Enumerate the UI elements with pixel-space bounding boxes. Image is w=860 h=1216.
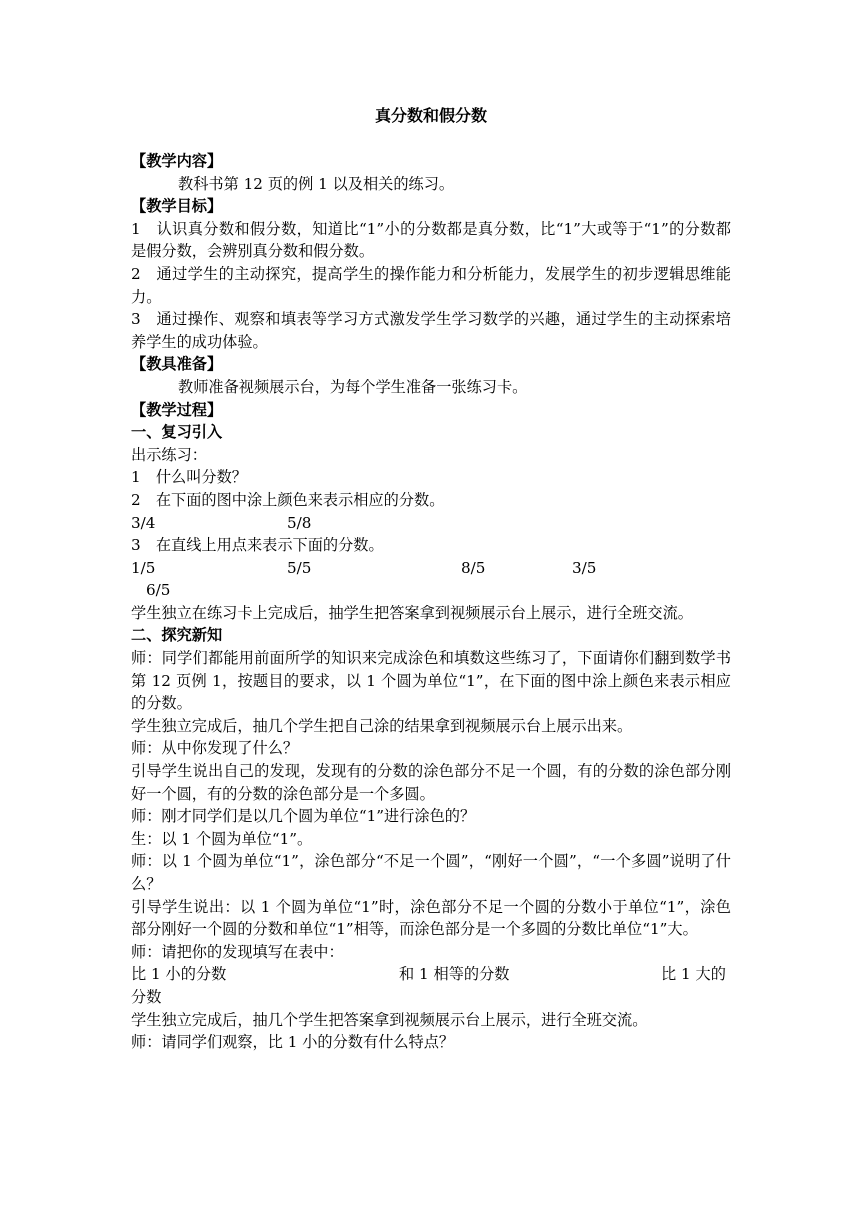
tools-text: 教师准备视频展示台，为每个学生准备一张练习卡。 <box>178 377 528 396</box>
fraction-3-4: 3/4 <box>131 513 156 532</box>
goal-1: 1 认识真分数和假分数，知道比“1”小的分数都是真分数，比“1”大或等于“1”的分数都是假分数，会辨别真分数和假分数。 <box>131 219 731 261</box>
section-heading-tools: 【教具准备】 <box>131 355 223 374</box>
fraction-3-5: 3/5 <box>572 558 597 577</box>
part-2-heading: 二、探究新知 <box>131 626 223 645</box>
question-1: 1 什么叫分数？ <box>131 468 247 487</box>
fraction-row-1 <box>131 512 731 535</box>
document-page <box>131 104 731 1054</box>
fraction-6-5: 6/5 <box>146 581 171 600</box>
goal-2: 2 通过学生的主动探究，提高学生的操作能力和分析能力，发展学生的初步逻辑思维能力。 <box>131 264 731 306</box>
paragraph-3: 学生独立完成后，抽几个学生把自己涂的结果拿到视频展示台上展示出来。 <box>131 716 633 735</box>
paragraph-12: 师：请同学们观察，比 1 小的分数有什么特点？ <box>131 1033 455 1052</box>
section-heading-goals: 【教学目标】 <box>131 197 223 216</box>
content-text: 教科书第 12 页的例 1 以及相关的练习。 <box>178 174 455 193</box>
table-col-greater-than-1: 比 1 大的 <box>661 965 726 984</box>
paragraph-7: 生：以 1 个圆为单位“1”。 <box>131 829 313 848</box>
table-col-greater-than-1-cont: 分数 <box>131 987 162 1006</box>
paragraph-11: 学生独立完成后，抽几个学生把答案拿到视频展示台上展示，进行全班交流。 <box>131 1010 648 1029</box>
paragraph-10: 师：请把你的发现填写在表中： <box>131 942 344 961</box>
question-3: 3 在直线上用点来表示下面的分数。 <box>131 536 384 555</box>
fraction-5-5: 5/5 <box>287 558 312 577</box>
fraction-8-5: 8/5 <box>461 558 486 577</box>
paragraph-1: 学生独立在练习卡上完成后，抽学生把答案拿到视频展示台上展示，进行全班交流。 <box>131 603 693 622</box>
paragraph-4: 师：从中你发现了什么？ <box>131 739 299 758</box>
paragraph-5: 引导学生说出自己的发现，发现有的分数的涂色部分不足一个圆，有的分数的涂色部分刚好一个圆，有的分数的涂色部分是一个多圆。 <box>131 762 731 803</box>
table-col-less-than-1: 比 1 小的分数 <box>131 965 227 984</box>
fraction-row-3 <box>131 579 731 602</box>
fraction-1-5: 1/5 <box>131 558 156 577</box>
table-col-equal-1: 和 1 相等的分数 <box>399 965 510 984</box>
fraction-row-2 <box>131 557 731 580</box>
paragraph-9: 引导学生说出：以 1 个圆为单位“1”时，涂色部分不足一个圆的分数小于单位“1”，涂色部分刚好一个圆的分数和单位“1”相等，而涂色部分是一个多圆的分数比单位“1”大。 <box>131 897 731 939</box>
question-2: 2 在下面的图中涂上颜色来表示相应的分数。 <box>131 490 445 509</box>
page-title: 真分数和假分数 <box>374 106 487 125</box>
part-1-heading: 一、复习引入 <box>131 423 223 442</box>
fraction-5-8: 5/8 <box>287 513 312 532</box>
paragraph-8: 师：以 1 个圆为单位“1”，涂色部分“不足一个圆”，“刚好一个圆”，“一个多圆”说明了什么？ <box>131 852 731 893</box>
show-practice: 出示练习： <box>131 445 207 464</box>
table-header-row <box>131 963 731 986</box>
section-heading-process: 【教学过程】 <box>131 400 223 419</box>
section-heading-content: 【教学内容】 <box>131 152 223 170</box>
paragraph-2: 师：同学们都能用前面所学的知识来完成涂色和填数这些练习了，下面请你们翻到数学书第 12 页例 1，按题目的要求，以 1 个圆为单位“1”，在下面的图中涂上颜色来表示相应的分数。 <box>131 649 731 713</box>
goal-3: 3 通过操作、观察和填表等学习方式激发学生学习数学的兴趣，通过学生的主动探索培养学生的成功体验。 <box>131 310 731 351</box>
paragraph-6: 师：刚才同学们是以几个圆为单位“1”进行涂色的？ <box>131 807 476 826</box>
